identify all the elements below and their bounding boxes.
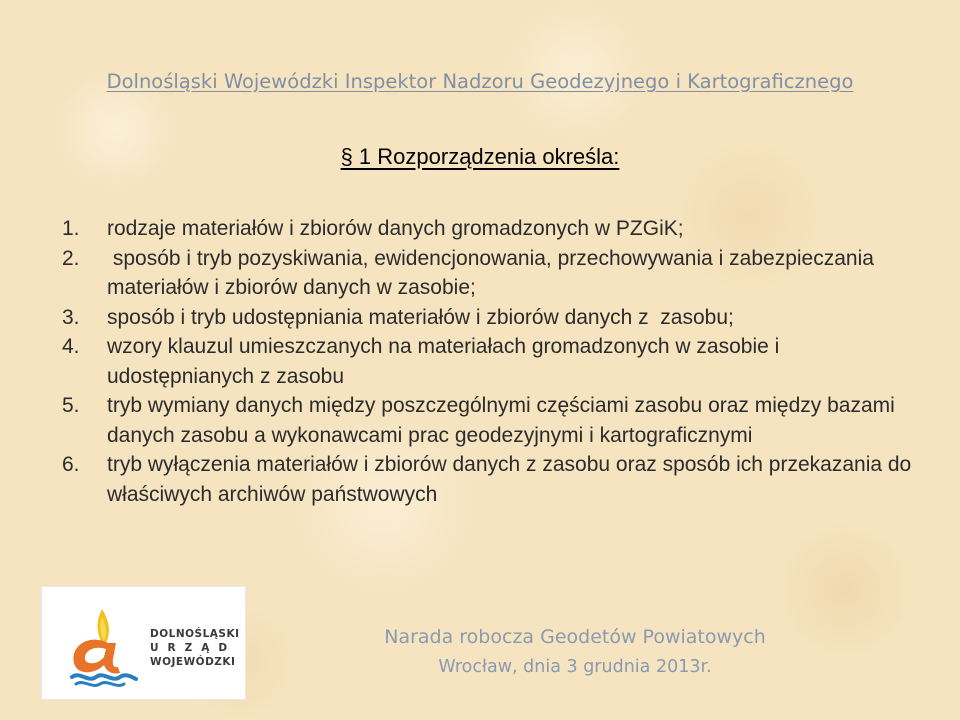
logo-emblem-icon xyxy=(64,603,144,687)
list-item xyxy=(62,450,922,509)
list-item-number: 3. xyxy=(62,305,80,329)
list-item xyxy=(62,214,922,244)
list-item-text: rodzaje materiałów i zbiorów danych gromadzonych w PZGiK; xyxy=(107,217,684,240)
logo-wordmark xyxy=(150,627,240,669)
list-item-number: 4. xyxy=(62,335,80,358)
footer-event-date: Wrocław, dnia 3 grudnia 2013r. xyxy=(438,657,712,677)
list-item-number: 6. xyxy=(62,453,80,476)
list-item-text: tryb wyłączenia materiałów i zbiorów danych z zasobu oraz sposób ich przekazania do właściwych archiwów państwowych xyxy=(107,453,912,506)
section-heading: § 1 Rozporządzenia określa: xyxy=(340,144,620,169)
logo-line-3: WOJEWÓDZKI xyxy=(150,656,236,668)
logo-line-1: DOLNOŚLĄSKI xyxy=(150,628,240,640)
regulation-list xyxy=(62,214,922,509)
page-header-title: Dolnośląski Wojewódzki Inspektor Nadzoru Geodezyjnego i Kartograficznego xyxy=(106,70,854,93)
list-item xyxy=(62,244,922,303)
list-item-number: 2. xyxy=(62,246,80,270)
list-item-number: 5. xyxy=(62,394,80,417)
list-item xyxy=(62,303,922,333)
list-item xyxy=(62,391,922,450)
list-item-text: wzory klauzul umieszczanych na materiałach gromadzonych w zasobie i udostępnianych z zasobu xyxy=(107,335,780,388)
office-logo xyxy=(41,586,246,700)
list-item xyxy=(62,332,922,391)
logo-line-2: URZĄD xyxy=(150,642,237,654)
list-item-number: 1. xyxy=(62,217,80,240)
list-item-text: tryb wymiany danych między poszczególnymi częściami zasobu oraz między bazami danych zasobu a wykonawcami prac geodezyjnymi i kartograficznymi xyxy=(107,394,895,447)
list-item-text: sposób i tryb udostępniania materiałów i zbiorów danych z zasobu; xyxy=(107,305,734,329)
footer-event-title: Narada robocza Geodetów Powiatowych xyxy=(384,626,766,648)
list-item-text: sposób i tryb pozyskiwania, ewidencjonowania, przechowywania i zabezpieczania materiałów i zbiorów danych w zasobie; xyxy=(107,246,880,299)
